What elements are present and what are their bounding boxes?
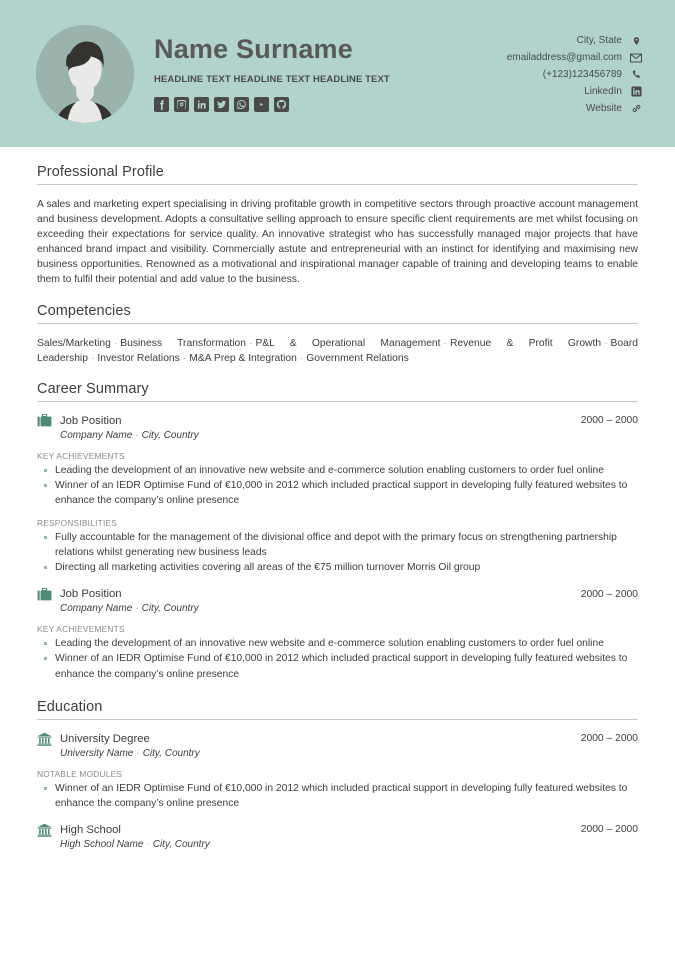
section-title-competencies: Competencies	[37, 303, 638, 324]
job-entry-subtitle	[60, 430, 638, 441]
education-entry-subtitle	[60, 748, 638, 759]
job-entry-dates: 2000 – 2000	[580, 415, 638, 427]
competency-separator: ·	[182, 352, 187, 364]
contact-phone[interactable]	[507, 68, 642, 81]
social-links	[154, 97, 507, 112]
section-title-profile: Professional Profile	[37, 164, 638, 185]
job-entry	[37, 587, 638, 681]
section-competencies	[37, 288, 638, 366]
education-entry-title: University Degree	[60, 732, 150, 745]
competency-item: Investor Relations	[97, 352, 180, 364]
competency-separator: ·	[249, 337, 253, 349]
entry-bullet-list	[37, 636, 638, 681]
briefcase-icon	[37, 414, 53, 428]
github-icon[interactable]	[274, 97, 289, 112]
entry-bullet-item: Leading the development of an innovative new website and e-commerce solution enabling customers to order fuel online	[37, 636, 638, 651]
job-entry-organisation: Company Name	[60, 429, 133, 441]
youtube-icon[interactable]	[254, 97, 269, 112]
subtitle-separator: ·	[146, 838, 150, 850]
headline-text: HEADLINE TEXT HEADLINE TEXT HEADLINE TEXT	[154, 74, 390, 86]
briefcase-icon	[37, 587, 53, 601]
job-entry-header	[37, 414, 638, 428]
contact-linkedin[interactable]	[507, 85, 642, 98]
competency-item: P&L & Operational Management	[255, 337, 441, 349]
phone-icon	[630, 68, 642, 81]
entry-bullet-item: Winner of an IEDR Optimise Fund of €10,000 in 2012 which included practical support in developing fully featured websites to enhance the company’s online presence	[37, 781, 638, 811]
entry-group-label: KEY ACHIEVEMENTS	[37, 624, 125, 635]
competency-item: Business Transformation	[120, 337, 246, 349]
competency-item: Board Leadership	[37, 337, 638, 364]
twitter-icon[interactable]	[214, 97, 229, 112]
entry-group-label: NOTABLE MODULES	[37, 768, 123, 779]
job-entry-subtitle	[60, 603, 638, 614]
cv-header	[0, 0, 675, 147]
entry-bullet-list	[37, 530, 638, 575]
job-entry-organisation: Company Name	[60, 603, 133, 615]
education-entry-header	[37, 732, 638, 746]
education-entry-subtitle	[60, 839, 638, 850]
education-entry-organisation: High School Name	[60, 838, 144, 850]
job-entry-dates: 2000 – 2000	[580, 588, 638, 600]
contact-linkedin-text: LinkedIn	[584, 86, 622, 97]
job-entry-location: City, Country	[141, 603, 199, 615]
university-icon	[37, 732, 53, 746]
education-entry-dates: 2000 – 2000	[580, 824, 638, 836]
section-professional-profile	[37, 147, 638, 288]
education-entry	[37, 732, 638, 811]
job-entry	[37, 414, 638, 576]
education-entry	[37, 823, 638, 850]
contact-email-text: emailaddress@gmail.com	[506, 52, 622, 63]
competency-item: Revenue & Profit Growth	[449, 337, 602, 349]
facebook-icon[interactable]	[154, 97, 169, 112]
competency-separator: ·	[113, 337, 118, 349]
education-entry-title: High School	[60, 823, 121, 836]
entry-bullet-item: Winner of an IEDR Optimise Fund of €10,000 in 2012 which included practical support in developing fully featured websites to enhance the company’s online presence	[37, 478, 638, 508]
entry-bullet-list	[37, 463, 638, 508]
education-entry-header	[37, 823, 638, 837]
whatsapp-icon[interactable]	[234, 97, 249, 112]
subtitle-separator: ·	[135, 603, 139, 615]
link-icon	[630, 102, 642, 115]
university-icon	[37, 823, 53, 837]
contact-details	[507, 34, 642, 115]
career-entries	[37, 414, 638, 682]
contact-location-text: City, State	[576, 35, 622, 46]
entry-bullet-item: Fully accountable for the management of the divisional office and depot with the primary focus on strengthening partnership relations whilst generating new business leads	[37, 530, 638, 560]
profile-paragraph: A sales and marketing expert specialising in driving profitable growth in competitive sectors through proactive account management and business development. Adopts a consultative selling approach to ensure specific client requirements are met whilst focusing on exceeding their expectations for service quality. An innovative strategist who has successfully managed major projects that have enhanced brand impact and visibility. Commercially astute and entrepreneurial with an instinct for identifying and maximising new business opportunities. Renowned as a motivational and inspirational manager capable of training and developing teams to enable them to fulfil their potential and add value to the business.	[37, 199, 638, 286]
linkedin-icon[interactable]	[194, 97, 209, 112]
competency-separator: ·	[90, 352, 95, 364]
education-entry-dates: 2000 – 2000	[580, 733, 638, 745]
entry-group-label: RESPONSIBILITIES	[37, 518, 118, 529]
section-title-education: Education	[37, 699, 638, 720]
job-entry-location: City, Country	[141, 429, 199, 441]
envelope-icon	[630, 51, 642, 64]
job-entry-title: Job Position	[60, 414, 122, 427]
avatar	[36, 25, 134, 123]
map-pin-icon	[630, 34, 642, 47]
entry-bullet-item: Winner of an IEDR Optimise Fund of €10,000 in 2012 which included practical support in developing fully featured websites to enhance the company’s online presence	[37, 651, 638, 681]
contact-website[interactable]	[507, 102, 642, 115]
education-entry-location: City, Country	[142, 747, 200, 759]
competency-separator: ·	[443, 337, 447, 349]
entry-bullet-item: Leading the development of an innovative new website and e-commerce solution enabling customers to order fuel online	[37, 463, 638, 478]
instagram-icon[interactable]	[174, 97, 189, 112]
contact-website-text: Website	[586, 103, 622, 114]
section-career-summary	[37, 366, 638, 682]
entry-group-label: KEY ACHIEVEMENTS	[37, 450, 125, 461]
full-name: Name Surname	[154, 33, 353, 64]
contact-email[interactable]	[507, 51, 642, 64]
competencies-list	[37, 336, 638, 366]
entry-bullet-list	[37, 781, 638, 811]
education-entries	[37, 732, 638, 850]
contact-location[interactable]	[507, 34, 642, 47]
education-entry-organisation: University Name	[60, 747, 134, 759]
section-education	[37, 682, 638, 850]
linkedin-icon	[630, 85, 642, 98]
education-entry-location: City, Country	[152, 838, 210, 850]
job-entry-title: Job Position	[60, 588, 122, 601]
entry-bullet-item: Directing all marketing activities covering all areas of the €75 million turnover Morris Oil group	[37, 560, 638, 575]
contact-phone-text: (+123)123456789	[542, 69, 622, 80]
identity-block	[154, 35, 507, 113]
competency-separator: ·	[299, 352, 304, 364]
avatar-placeholder-icon	[36, 25, 134, 123]
competency-separator: ·	[604, 337, 608, 349]
competency-item: Government Relations	[306, 352, 409, 364]
section-title-career: Career Summary	[37, 381, 638, 402]
subtitle-separator: ·	[136, 747, 140, 759]
subtitle-separator: ·	[135, 429, 139, 441]
cv-body	[0, 147, 675, 850]
competency-item: Sales/Marketing	[37, 337, 111, 349]
competency-item: M&A Prep & Integration	[189, 352, 297, 364]
job-entry-header	[37, 587, 638, 601]
